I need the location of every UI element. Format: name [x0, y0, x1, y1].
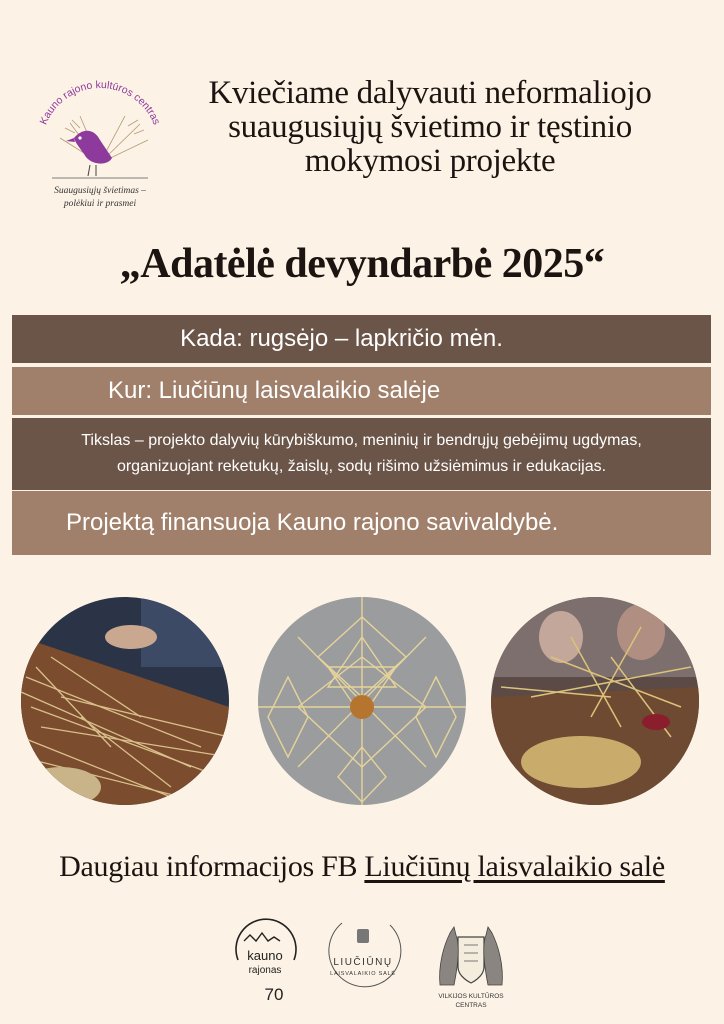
vilkijos-centras-logo [430, 915, 512, 1015]
invitation-heading [170, 76, 690, 178]
logo-arc-text: Kauno rajono kultūros centras [37, 78, 163, 127]
photo-straw-workshop [491, 597, 699, 805]
goal-band [12, 418, 711, 490]
when-band [12, 315, 711, 363]
where-text: Kur: Liučiūnų laisvalaikio salėje [108, 377, 441, 404]
when-text: Kada: rugsėjo – lapkričio mėn. [180, 325, 503, 352]
liuciunu-sub: LAISVALAIKIO SALĖ [330, 971, 396, 977]
photo-straw-on-table [21, 597, 229, 805]
goal-text-1: Tikslas – projekto dalyvių kūrybiškumo, meninių ir bendrųjų gebėjimų ugdymas, [81, 432, 642, 449]
kaunas-number: 70 [264, 985, 284, 1004]
intro-line: mokymosi projekte [304, 143, 556, 179]
facebook-page-link[interactable]: Liučiūnų laisvalaikio salė [364, 850, 665, 883]
photo-straw-sodas-ornament [258, 597, 466, 805]
kaunas-bottom-text: rajonas [248, 965, 282, 976]
crest-icon [357, 929, 369, 943]
where-band [12, 367, 711, 415]
vilkiju-line-1: VILKIJOS KULTŪROS [438, 993, 504, 1000]
funding-text: Projektą finansuoja Kauno rajono savivaldybė. [66, 509, 559, 536]
logo-tagline-2: polėkiui ir prasmei [63, 199, 137, 209]
intro-line: Kviečiame dalyvauti neformaliojo [208, 75, 652, 111]
kaunas-top-text: kauno [247, 948, 283, 963]
more-info-prefix: Daugiau informacijos FB [59, 850, 365, 883]
logo-tagline-1: Suaugusiųjų švietimas – [54, 186, 146, 196]
kauno-rajonas-logo [228, 915, 302, 1005]
funding-band [12, 491, 711, 555]
intro-line: suaugusiųjų švietimo ir tęstinio [228, 109, 632, 145]
vilkiju-line-2: CENTRAS [455, 1002, 487, 1009]
project-title: „Adatėlė devyndarbė 2025“ [119, 241, 605, 287]
wolves-crest-icon [440, 927, 503, 985]
kultura-centras-logo [30, 68, 170, 218]
liuciunu-sale-logo [320, 915, 406, 997]
liuciunu-name: LIUČIŪNŲ [333, 957, 393, 968]
bird-icon [74, 131, 112, 164]
more-info-line [0, 850, 724, 884]
goal-text-2: organizuojant reketukų, žaislų, sodų rišimo užsiėmimus ir edukacijas. [116, 458, 607, 475]
